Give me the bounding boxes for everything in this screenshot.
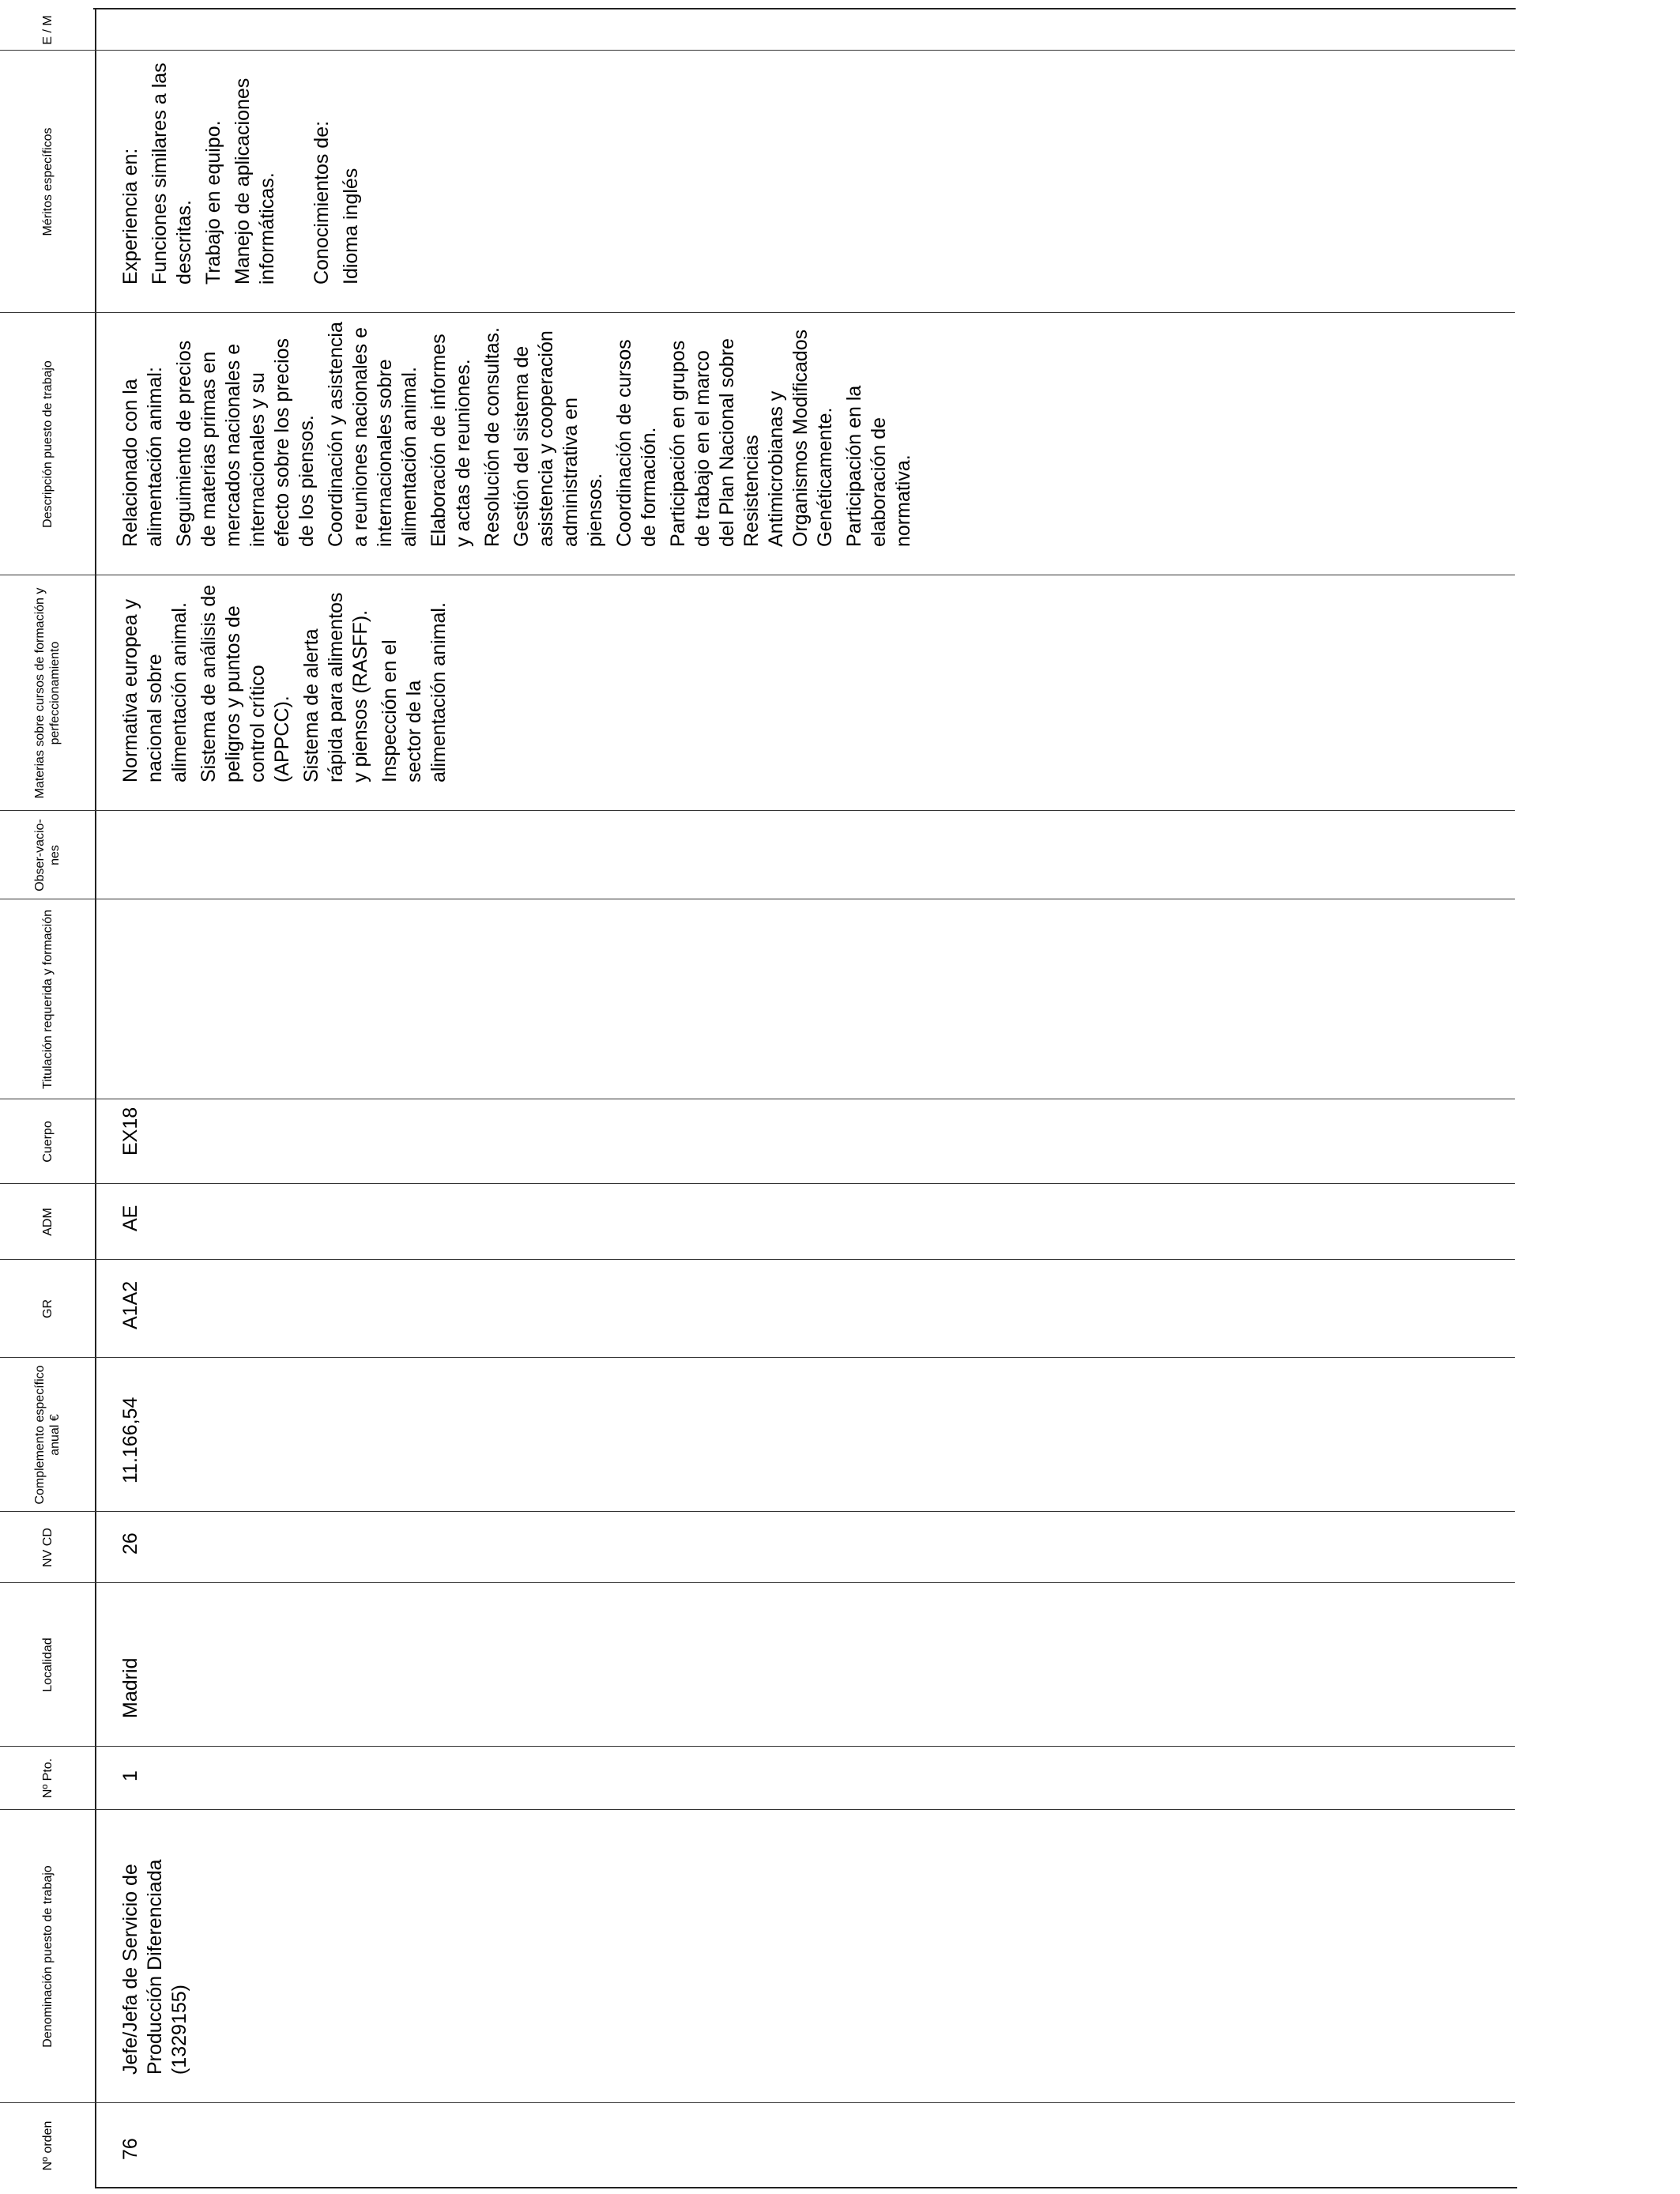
column-separator: [0, 1259, 1515, 1260]
header-cuerpo: Cuerpo: [40, 1121, 55, 1163]
descripcion-item: Coordinación y asistencia a reuniones nacionales e internacionales sobre alimentación animal.: [325, 322, 420, 547]
materia-item: Sistema de análisis de peligros y puntos de control crítico (APPCC).: [198, 584, 293, 782]
table-right-rule: [93, 8, 1516, 9]
cell-cuerpo: EX18: [119, 1106, 141, 1155]
header-em: E / M: [40, 15, 55, 45]
header-nv-cd: NV CD: [40, 1528, 55, 1567]
cell-materias: [119, 575, 456, 811]
descripcion-item: Seguimiento de precios de materias primas en mercados nacionales e internacionales y su efecto sobre los precios de los piensos.: [173, 337, 318, 547]
materia-item: Normativa europea y nacional sobre alimentación animal.: [119, 598, 190, 782]
descripcion-item: Gestión del sistema de asistencia y cooperación administrativa en piensos.: [510, 330, 606, 547]
cell-gr: A1A2: [119, 1280, 141, 1329]
column-separator: [0, 1746, 1515, 1747]
descripcion-item: Relacionado con la alimentación animal:: [119, 367, 166, 547]
cell-localidad: Madrid: [119, 1657, 141, 1718]
header-denominacion: Denominación puesto de trabajo: [40, 1865, 55, 2048]
header-complemento: Complemento específico anual €: [33, 1365, 62, 1505]
column-separator: [0, 1809, 1515, 1810]
cell-denominacion: Jefe/Jefa de Servicio de Producción Diferenciada (1329155): [119, 1859, 190, 2075]
merito-item: Funciones similares a las descritas.: [149, 62, 195, 285]
header-localidad: Localidad: [40, 1638, 55, 1692]
merito-item: Trabajo en equipo.: [202, 120, 224, 285]
merito-item: Idioma inglés: [340, 168, 362, 285]
descripcion-item: Elaboración de informes y actas de reuniones.: [428, 334, 474, 547]
merito-item: Experiencia en:: [119, 148, 141, 285]
header-materias: Materias sobre cursos de formación y perfeccionamiento: [33, 587, 62, 799]
descripcion-item: Participación en grupos de trabajo en el marco del Plan Nacional sobre Resistencias Antimicrobianas y Organismos Modificados Genéticamente.: [667, 329, 836, 547]
header-gr: GR: [40, 1299, 55, 1318]
cell-n-pto: 1: [119, 1770, 141, 1781]
header-descripcion: Descripción puesto de trabajo: [40, 360, 55, 528]
header-meritos: Méritos específicos: [40, 127, 55, 236]
column-separator: [0, 1183, 1515, 1184]
column-separator: [0, 2102, 1515, 2103]
materia-item: Inspección en el sector de la alimentación animal.: [379, 602, 450, 782]
header-titulacion: Titulación requerida y formación: [40, 909, 55, 1090]
cell-descripcion: [119, 313, 921, 575]
header-n-pto: Nº Pto.: [40, 1758, 55, 1799]
cell-adm: AE: [119, 1204, 141, 1231]
cell-n-orden: 76: [119, 2138, 141, 2160]
descripcion-item: Resolución de consultas.: [481, 327, 503, 547]
cell-complemento: 11.166,54: [119, 1397, 141, 1483]
merito-item: Conocimientos de:: [311, 120, 333, 285]
table-left-rule: [95, 2187, 1517, 2188]
merito-item: Manejo de aplicaciones informáticas.: [232, 77, 278, 285]
column-separator: [0, 1582, 1515, 1583]
header-observaciones: Obser-vacio-nes: [33, 819, 62, 892]
column-separator: [0, 1357, 1515, 1358]
materia-item: Sistema de alerta rápida para alimentos y piensos (RASFF).: [300, 592, 371, 782]
cell-meritos: [119, 51, 368, 313]
cell-nv-cd: 26: [119, 1532, 141, 1555]
descripcion-item: Participación en la elaboración de normativa.: [843, 385, 914, 547]
column-separator: [0, 1511, 1515, 1512]
header-adm: ADM: [40, 1208, 55, 1236]
descripcion-item: Coordinación de cursos de formación.: [613, 339, 660, 547]
header-n-orden: Nº orden: [40, 2120, 55, 2171]
